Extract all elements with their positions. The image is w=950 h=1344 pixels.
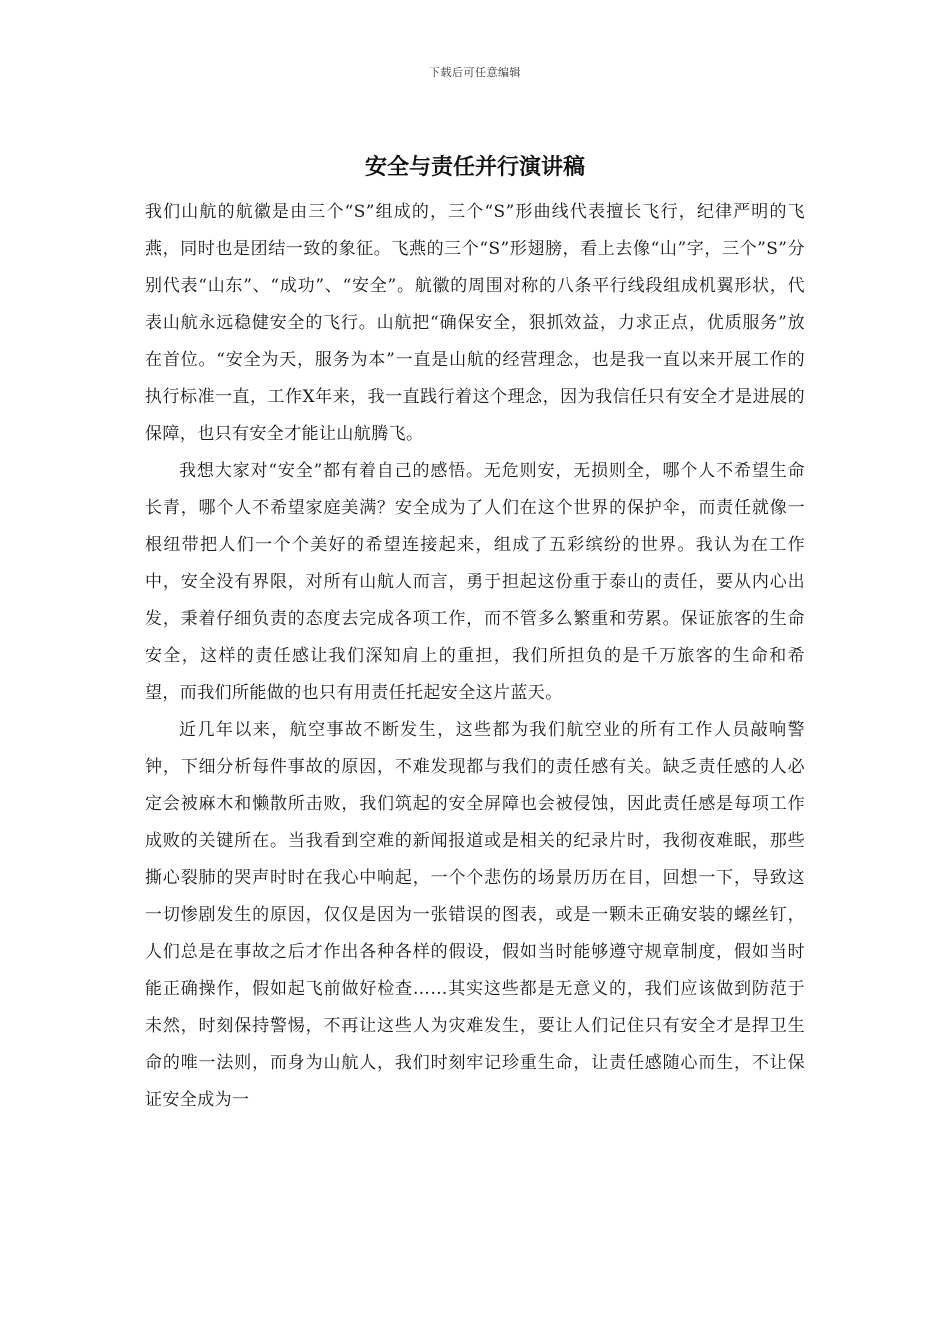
document-body: [145, 194, 805, 1119]
paragraph-1: 我们山航的航徽是由三个“S”组成的，三个“S”形曲线代表擅长飞行，纪律严明的飞燕，同时也是团结一致的象征。飞燕的三个“S”形翅膀，看上去像“山”字，三个”S”分别代表“山东”、“成功”、“安全”。航徽的周围对称的八条平行线段组成机翼形状，代表山航永远稳健安全的飞行。山航把“确保安全，狠抓效益，力求正点，优质服务”放在首位。“安全为天，服务为本”一直是山航的经营理念，也是我一直以来开展工作的执行标准一直，工作X年来，我一直践行着这个理念，因为我信任只有安全才是进展的保障，也只有安全才能让山航腾飞。: [145, 202, 805, 444]
paragraph-2: 我想大家对“安全”都有着自己的感悟。无危则安，无损则全，哪个人不希望生命长青，哪个人不希望家庭美满？安全成为了人们在这个世界的保护伞，而责任就像一根纽带把人们一个个美好的希望连接起来，组成了五彩缤纷的世界。我认为在工作中，安全没有界限，对所有山航人而言，勇于担起这份重于泰山的责任，要从内心出发，秉着仔细负责的态度去完成各项工作，而不管多么繁重和劳累。保证旅客的生命安全，这样的责任感让我们深知肩上的重担，我们所担负的是千万旅客的生命和希望，而我们所能做的也只有用责任托起安全这片蓝天。: [145, 461, 805, 703]
header-note: 下载后可任意编辑: [429, 66, 521, 79]
paragraph-3: 近几年以来，航空事故不断发生，这些都为我们航空业的所有工作人员敲响警钟，下细分析每件事故的原因，不难发现都与我们的责任感有关。缺乏责任感的人必定会被麻木和懒散所击败，我们筑起的安全屏障也会被侵蚀，因此责任感是每项工作成败的关键所在。当我看到空难的新闻报道或是相关的纪录片时，我彻夜难眠，那些撕心裂肺的哭声时时在我心中响起，一个个悲伤的场景历历在目，回想一下，导致这一切惨剧发生的原因，仅仅是因为一张错误的图表，或是一颗未正确安装的螺丝钉，人们总是在事故之后才作出各种各样的假设，假如当时能够遵守规章制度，假如当时能正确操作，假如起飞前做好检查……其实这些都是无意义的，我们应该做到防范于未然，时刻保持警惕，不再让这些人为灾难发生，要让人们记住只有安全才是捍卫生命的唯一法则，而身为山航人，我们时刻牢记珍重生命，让责任感随心而生，不让保证安全成为一: [145, 720, 805, 1110]
document-title: 安全与责任并行演讲稿: [364, 154, 585, 180]
